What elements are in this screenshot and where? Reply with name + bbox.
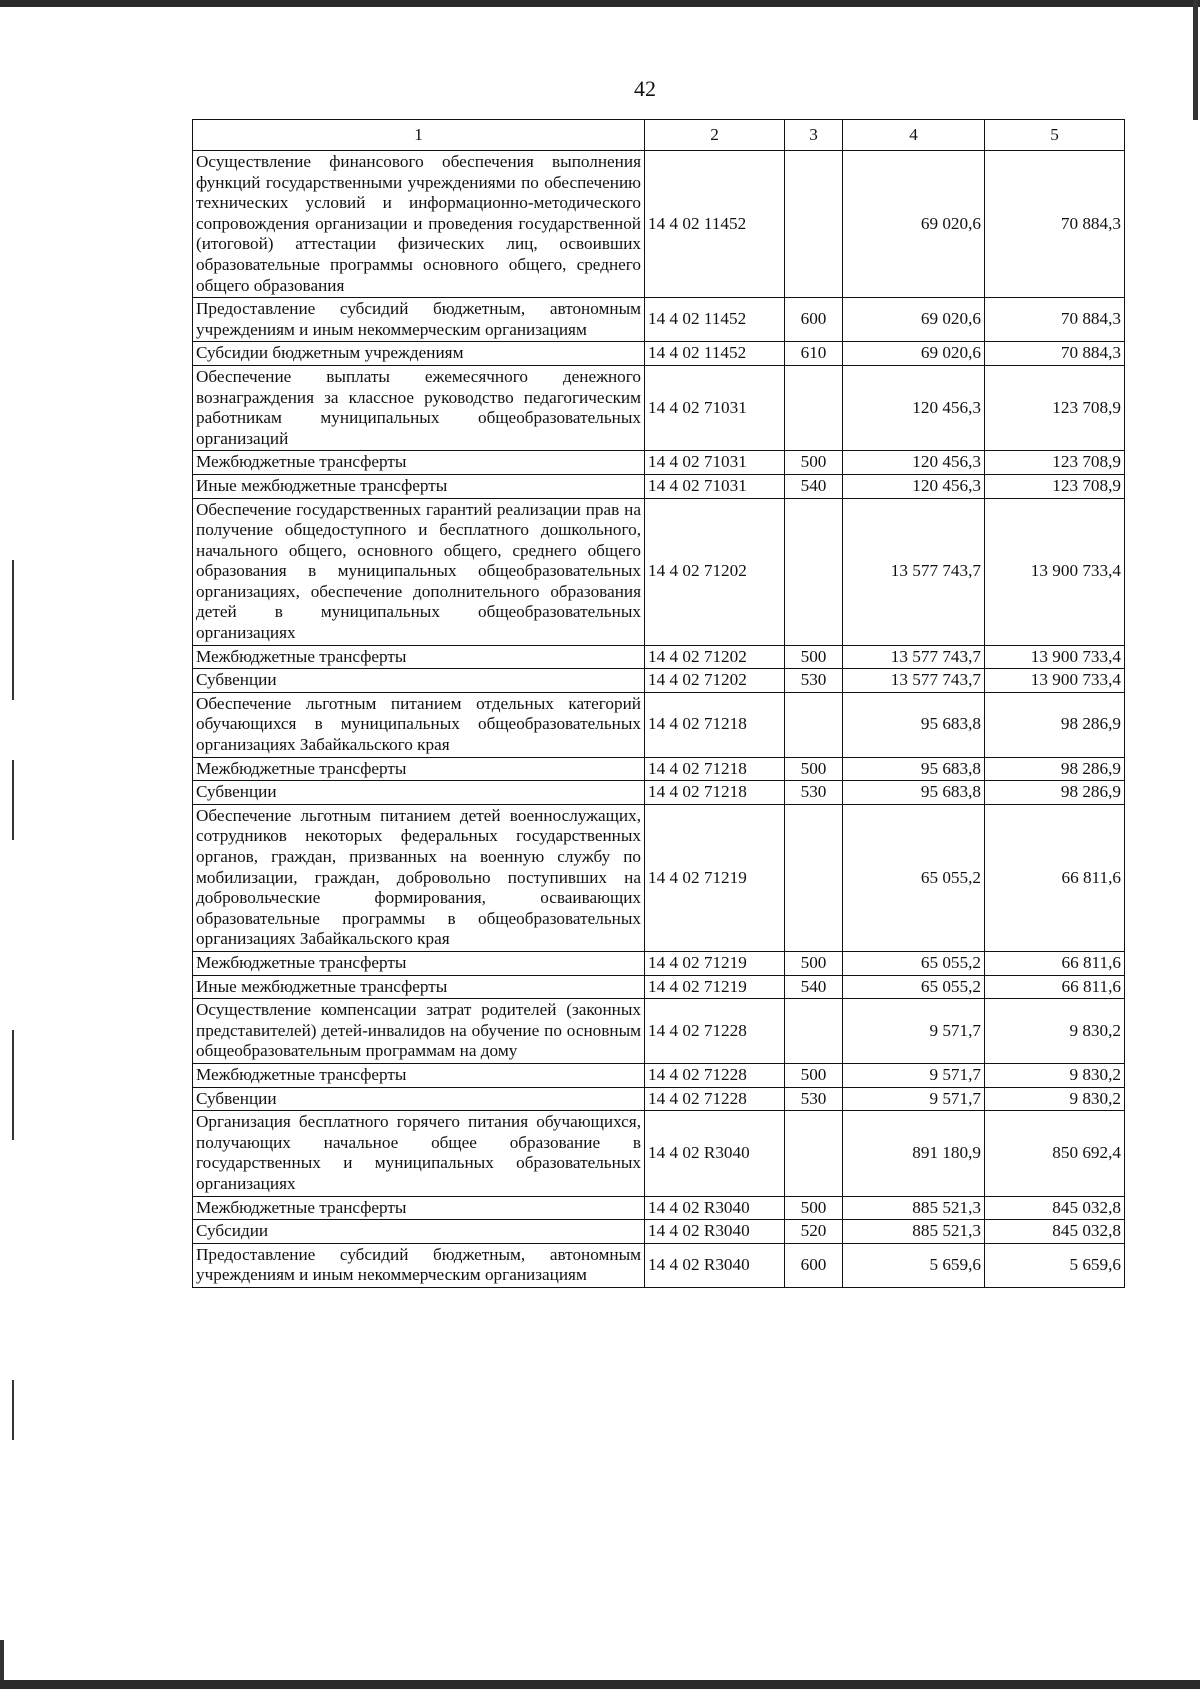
row-name-cell: Межбюджетные трансферты (193, 951, 645, 975)
table-row (193, 1111, 1125, 1196)
table-row (193, 804, 1125, 951)
row-value-col5: 850 692,4 (985, 1111, 1125, 1196)
row-value-col4: 95 683,8 (843, 781, 985, 805)
table-row (193, 298, 1125, 342)
row-name-cell: Межбюджетные трансферты (193, 1196, 645, 1220)
row-type-cell: 500 (785, 645, 843, 669)
row-value-col5: 123 708,9 (985, 451, 1125, 475)
row-type-cell (785, 692, 843, 757)
row-code-cell: 14 4 02 71228 (645, 999, 785, 1064)
row-value-col5: 98 286,9 (985, 757, 1125, 781)
row-type-cell: 600 (785, 1243, 843, 1287)
scan-border-top (0, 0, 1200, 7)
row-type-cell: 540 (785, 474, 843, 498)
row-value-col4: 5 659,6 (843, 1243, 985, 1287)
row-code-cell: 14 4 02 71031 (645, 474, 785, 498)
row-code-cell: 14 4 02 71228 (645, 1063, 785, 1087)
row-code-cell: 14 4 02 11452 (645, 151, 785, 298)
row-name-cell: Обеспечение государственных гарантий реализации прав на получение общедоступного и бесплатного дошкольного, начального общего, основного общего, среднего общего образования в муниципальных общеобразовательных организациях, обеспечение дополнительного образования детей в муниципальных общеобразовательных организациях (193, 498, 645, 645)
table-row (193, 342, 1125, 366)
row-value-col5: 845 032,8 (985, 1196, 1125, 1220)
row-value-col5: 9 830,2 (985, 999, 1125, 1064)
row-type-cell: 530 (785, 1087, 843, 1111)
row-value-col4: 9 571,7 (843, 1063, 985, 1087)
table-row (193, 451, 1125, 475)
table-row (193, 669, 1125, 693)
table-header-row (193, 120, 1125, 151)
row-code-cell: 14 4 02 71219 (645, 975, 785, 999)
row-code-cell: 14 4 02 R3040 (645, 1220, 785, 1244)
table-row (193, 365, 1125, 450)
row-type-cell: 540 (785, 975, 843, 999)
table-row (193, 151, 1125, 298)
row-value-col5: 66 811,6 (985, 975, 1125, 999)
row-type-cell: 500 (785, 1196, 843, 1220)
table-row (193, 999, 1125, 1064)
row-type-cell: 500 (785, 757, 843, 781)
scan-border-bottom (0, 1680, 1200, 1689)
row-value-col4: 65 055,2 (843, 804, 985, 951)
row-name-cell: Осуществление финансового обеспечения выполнения функций государственными учреждениями по обеспечению технических условий и информационно-методического сопровождения организации и проведения государственной (итоговой) аттестации физических лиц, освоивших образовательные программы основного общего, среднего общего образования (193, 151, 645, 298)
row-value-col5: 9 830,2 (985, 1063, 1125, 1087)
row-value-col4: 885 521,3 (843, 1196, 985, 1220)
row-type-cell: 500 (785, 451, 843, 475)
row-value-col4: 69 020,6 (843, 298, 985, 342)
row-code-cell: 14 4 02 71218 (645, 757, 785, 781)
row-code-cell: 14 4 02 R3040 (645, 1243, 785, 1287)
row-name-cell: Иные межбюджетные трансферты (193, 975, 645, 999)
row-type-cell (785, 151, 843, 298)
row-value-col5: 98 286,9 (985, 781, 1125, 805)
column-header: 4 (843, 120, 985, 151)
row-name-cell: Межбюджетные трансферты (193, 451, 645, 475)
row-code-cell: 14 4 02 71202 (645, 498, 785, 645)
row-value-col4: 69 020,6 (843, 151, 985, 298)
table-row (193, 692, 1125, 757)
table-body (193, 151, 1125, 1288)
row-type-cell (785, 804, 843, 951)
row-code-cell: 14 4 02 71228 (645, 1087, 785, 1111)
row-type-cell: 610 (785, 342, 843, 366)
row-type-cell (785, 365, 843, 450)
row-name-cell: Иные межбюджетные трансферты (193, 474, 645, 498)
row-value-col4: 9 571,7 (843, 999, 985, 1064)
column-header: 2 (645, 120, 785, 151)
row-value-col4: 95 683,8 (843, 757, 985, 781)
row-code-cell: 14 4 02 R3040 (645, 1111, 785, 1196)
row-value-col4: 9 571,7 (843, 1087, 985, 1111)
row-value-col4: 65 055,2 (843, 951, 985, 975)
row-value-col5: 9 830,2 (985, 1087, 1125, 1111)
row-name-cell: Предоставление субсидий бюджетным, автономным учреждениям и иным некоммерческим организациям (193, 298, 645, 342)
table-row (193, 1087, 1125, 1111)
row-name-cell: Субвенции (193, 1087, 645, 1111)
row-value-col5: 70 884,3 (985, 298, 1125, 342)
row-value-col4: 65 055,2 (843, 975, 985, 999)
scan-edge-left (12, 760, 14, 840)
table-row (193, 951, 1125, 975)
row-value-col5: 70 884,3 (985, 342, 1125, 366)
row-value-col5: 123 708,9 (985, 474, 1125, 498)
row-code-cell: 14 4 02 71219 (645, 951, 785, 975)
row-type-cell (785, 999, 843, 1064)
row-value-col5: 66 811,6 (985, 804, 1125, 951)
row-type-cell: 500 (785, 1063, 843, 1087)
scan-edge-left (12, 1030, 14, 1140)
row-type-cell: 530 (785, 669, 843, 693)
row-type-cell: 500 (785, 951, 843, 975)
row-value-col4: 891 180,9 (843, 1111, 985, 1196)
column-header: 5 (985, 120, 1125, 151)
row-code-cell: 14 4 02 71031 (645, 365, 785, 450)
row-type-cell (785, 1111, 843, 1196)
row-value-col5: 5 659,6 (985, 1243, 1125, 1287)
column-header: 1 (193, 120, 645, 151)
row-name-cell: Обеспечение льготным питанием детей военнослужащих, сотрудников некоторых федеральных государственных органов, граждан, призванных на военную службу по мобилизации, граждан, добровольно поступивших на добровольческие формирования, осваивающих образовательные программы в общеобразовательных организациях Забайкальского края (193, 804, 645, 951)
scan-corner-left (0, 1640, 4, 1680)
row-name-cell: Осуществление компенсации затрат родителей (законных представителей) детей-инвалидов на обучение по основным общеобразовательным программам на дому (193, 999, 645, 1064)
table-row (193, 1220, 1125, 1244)
row-value-col5: 13 900 733,4 (985, 645, 1125, 669)
row-value-col4: 95 683,8 (843, 692, 985, 757)
row-code-cell: 14 4 02 71218 (645, 692, 785, 757)
row-code-cell: 14 4 02 71202 (645, 669, 785, 693)
row-name-cell: Организация бесплатного горячего питания обучающихся, получающих начальное общее образование в государственных и муниципальных образовательных организациях (193, 1111, 645, 1196)
row-name-cell: Обеспечение льготным питанием отдельных категорий обучающихся в муниципальных общеобразовательных организациях Забайкальского края (193, 692, 645, 757)
table-row (193, 498, 1125, 645)
row-code-cell: 14 4 02 71218 (645, 781, 785, 805)
row-code-cell: 14 4 02 71202 (645, 645, 785, 669)
table-row (193, 1243, 1125, 1287)
row-name-cell: Субвенции (193, 669, 645, 693)
table-row (193, 757, 1125, 781)
row-name-cell: Обеспечение выплаты ежемесячного денежного вознаграждения за классное руководство педагогическим работникам муниципальных общеобразовательных организаций (193, 365, 645, 450)
row-value-col4: 13 577 743,7 (843, 498, 985, 645)
row-value-col4: 13 577 743,7 (843, 645, 985, 669)
table-row (193, 645, 1125, 669)
page-number: 42 (634, 76, 656, 101)
row-type-cell (785, 498, 843, 645)
row-value-col5: 70 884,3 (985, 151, 1125, 298)
table-row (193, 975, 1125, 999)
table-row (193, 781, 1125, 805)
row-value-col4: 885 521,3 (843, 1220, 985, 1244)
row-value-col4: 120 456,3 (843, 474, 985, 498)
row-code-cell: 14 4 02 71219 (645, 804, 785, 951)
row-value-col4: 120 456,3 (843, 365, 985, 450)
row-value-col5: 98 286,9 (985, 692, 1125, 757)
scan-edge-left (12, 1380, 14, 1440)
row-code-cell: 14 4 02 71031 (645, 451, 785, 475)
row-code-cell: 14 4 02 11452 (645, 342, 785, 366)
row-type-cell: 530 (785, 781, 843, 805)
row-value-col5: 13 900 733,4 (985, 498, 1125, 645)
row-value-col4: 13 577 743,7 (843, 669, 985, 693)
scan-edge-right (1193, 0, 1198, 120)
row-value-col5: 13 900 733,4 (985, 669, 1125, 693)
row-value-col5: 845 032,8 (985, 1220, 1125, 1244)
column-header: 3 (785, 120, 843, 151)
row-value-col5: 123 708,9 (985, 365, 1125, 450)
row-name-cell: Субвенции (193, 781, 645, 805)
row-type-cell: 600 (785, 298, 843, 342)
row-value-col4: 69 020,6 (843, 342, 985, 366)
table-row (193, 474, 1125, 498)
row-name-cell: Межбюджетные трансферты (193, 645, 645, 669)
scan-edge-left (12, 560, 14, 700)
row-name-cell: Предоставление субсидий бюджетным, автономным учреждениям и иным некоммерческим организациям (193, 1243, 645, 1287)
table-row (193, 1063, 1125, 1087)
row-value-col4: 120 456,3 (843, 451, 985, 475)
row-type-cell: 520 (785, 1220, 843, 1244)
row-value-col5: 66 811,6 (985, 951, 1125, 975)
table-row (193, 1196, 1125, 1220)
row-name-cell: Субсидии бюджетным учреждениям (193, 342, 645, 366)
row-code-cell: 14 4 02 R3040 (645, 1196, 785, 1220)
budget-table (192, 119, 1125, 1288)
row-name-cell: Межбюджетные трансферты (193, 1063, 645, 1087)
row-name-cell: Субсидии (193, 1220, 645, 1244)
row-name-cell: Межбюджетные трансферты (193, 757, 645, 781)
row-code-cell: 14 4 02 11452 (645, 298, 785, 342)
